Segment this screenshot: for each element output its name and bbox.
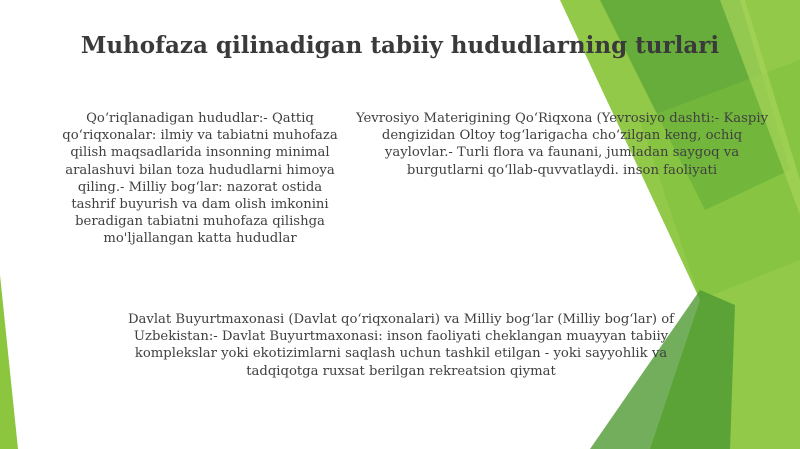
slide-title: Muhofaza qilinadigan tabiiy hududlarning turlari bbox=[80, 32, 720, 59]
text-block-protected-areas: Qo‘riqlanadigan hududlar:- Qattiq qo‘riqxonalar: ilmiy va tabiatni muhofaza qilish maqsadlarida insonning minimal aralashuvi bilan toza hududlarni himoya qiling.- Milliy bog‘lar: nazorat ostida tashrif buyurish va dam olish imkonini beradigan tabiatni muhofaza qilishga mo'ljallangan katta hududlar bbox=[62, 111, 338, 247]
text-block-uzbekistan-reserves: Davlat Buyurtmaxonasi (Davlat qo‘riqxonalari) va Milliy bog‘lar (Milliy bog‘lar) of Uzbekistan:- Davlat Buyurtmaxonasi: inson faoliyati cheklangan muayyan tabiiy komplekslar yoki ekotizimlarni saqlash uchun tashkil etilgan - yoki sayyohlik va tadqiqotga ruxsat berilgan rekreatsion qiymat bbox=[127, 312, 675, 379]
text-block-eurasia-reserve: Yevrosiyo Materigining Qo‘Riqxona (Yevrosiyo dashti:- Kaspiy dengizidan Oltoy tog‘larigacha cho‘zilgan keng, ochiq yaylovlar.- Turli flora va faunani, jumladan saygoq va burgutlarni qo‘llab-quvvatlaydi. inson faoliyati bbox=[355, 111, 769, 178]
left-green-sliver bbox=[0, 275, 18, 449]
